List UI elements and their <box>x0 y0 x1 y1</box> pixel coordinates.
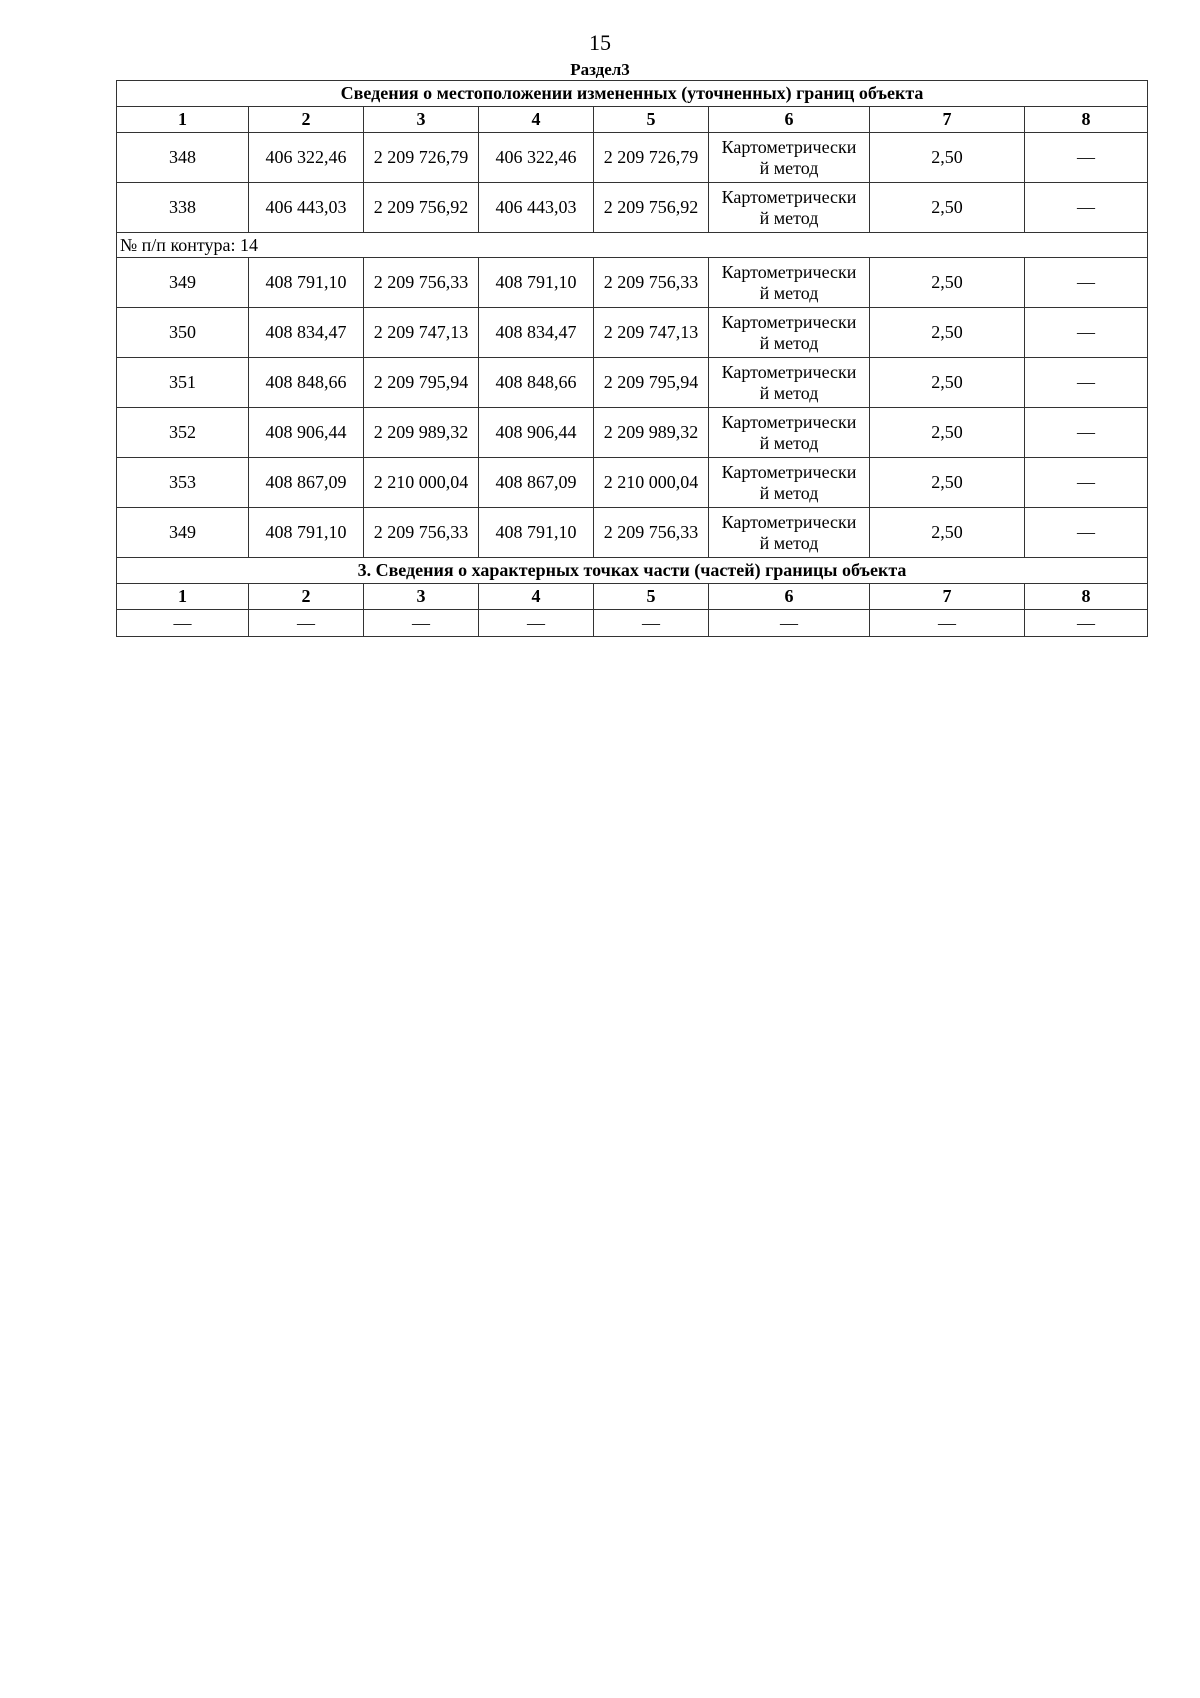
column-number: 8 <box>1025 107 1148 133</box>
method-line-2: й метод <box>759 432 819 453</box>
method-line-2: й метод <box>759 532 819 553</box>
empty-cell: — <box>870 610 1025 637</box>
empty-cell: — <box>1025 610 1148 637</box>
method-cell <box>709 458 870 508</box>
point-number: 338 <box>117 183 249 233</box>
old-x: 406 443,03 <box>249 183 364 233</box>
point-number: 348 <box>117 133 249 183</box>
method-line-1: Картометрически <box>721 411 857 432</box>
new-x: 406 322,46 <box>479 133 594 183</box>
column-number-row <box>117 107 1148 133</box>
empty-cell: — <box>249 610 364 637</box>
point-number: 351 <box>117 358 249 408</box>
new-x: 408 867,09 <box>479 458 594 508</box>
column-number: 3 <box>364 107 479 133</box>
column-number: 8 <box>1025 584 1148 610</box>
point-number: 349 <box>117 258 249 308</box>
old-y: 2 209 726,79 <box>364 133 479 183</box>
old-y: 2 209 756,33 <box>364 508 479 558</box>
method-cell <box>709 508 870 558</box>
empty-cell: — <box>709 610 870 637</box>
column-number: 2 <box>249 584 364 610</box>
accuracy: 2,50 <box>870 133 1025 183</box>
new-y: 2 209 756,33 <box>594 258 709 308</box>
accuracy: 2,50 <box>870 308 1025 358</box>
method-line-1: Картометрически <box>721 461 857 482</box>
table-row <box>117 358 1148 408</box>
accuracy: 2,50 <box>870 358 1025 408</box>
column-number: 1 <box>117 584 249 610</box>
new-y: 2 209 989,32 <box>594 408 709 458</box>
new-x: 408 834,47 <box>479 308 594 358</box>
old-y: 2 209 795,94 <box>364 358 479 408</box>
accuracy: 2,50 <box>870 408 1025 458</box>
method-cell <box>709 308 870 358</box>
accuracy: 2,50 <box>870 508 1025 558</box>
empty-cell: — <box>594 610 709 637</box>
method-cell <box>709 258 870 308</box>
note: — <box>1025 508 1148 558</box>
empty-cell: — <box>479 610 594 637</box>
method-line-1: Картометрически <box>721 186 857 207</box>
method-line-2: й метод <box>759 482 819 503</box>
empty-cell: — <box>364 610 479 637</box>
section3-empty-row <box>117 610 1148 637</box>
method-line-2: й метод <box>759 157 819 178</box>
method-line-1: Картометрически <box>721 261 857 282</box>
note: — <box>1025 258 1148 308</box>
column-number: 5 <box>594 107 709 133</box>
table-row <box>117 408 1148 458</box>
contour-label: № п/п контура: 14 <box>117 233 1148 258</box>
note: — <box>1025 458 1148 508</box>
old-y: 2 209 756,92 <box>364 183 479 233</box>
column-number: 4 <box>479 584 594 610</box>
method-line-1: Картометрически <box>721 361 857 382</box>
section3-column-number-row <box>117 584 1148 610</box>
boundary-table <box>116 80 1148 637</box>
old-y: 2 210 000,04 <box>364 458 479 508</box>
column-number: 5 <box>594 584 709 610</box>
old-x: 408 906,44 <box>249 408 364 458</box>
new-y: 2 209 756,92 <box>594 183 709 233</box>
old-y: 2 209 989,32 <box>364 408 479 458</box>
note: — <box>1025 133 1148 183</box>
accuracy: 2,50 <box>870 183 1025 233</box>
note: — <box>1025 358 1148 408</box>
old-y: 2 209 756,33 <box>364 258 479 308</box>
table-row <box>117 458 1148 508</box>
table-caption: Сведения о местоположении измененных (уточненных) границ объекта <box>117 81 1148 107</box>
new-x: 408 906,44 <box>479 408 594 458</box>
column-number: 1 <box>117 107 249 133</box>
old-y: 2 209 747,13 <box>364 308 479 358</box>
method-line-2: й метод <box>759 207 819 228</box>
old-x: 408 791,10 <box>249 258 364 308</box>
point-number: 352 <box>117 408 249 458</box>
column-number: 6 <box>709 107 870 133</box>
new-y: 2 209 795,94 <box>594 358 709 408</box>
old-x: 408 834,47 <box>249 308 364 358</box>
method-cell <box>709 358 870 408</box>
method-line-2: й метод <box>759 282 819 303</box>
note: — <box>1025 183 1148 233</box>
old-x: 408 791,10 <box>249 508 364 558</box>
old-x: 406 322,46 <box>249 133 364 183</box>
new-y: 2 209 756,33 <box>594 508 709 558</box>
new-x: 408 848,66 <box>479 358 594 408</box>
page-number: 15 <box>589 30 611 55</box>
column-number: 7 <box>870 584 1025 610</box>
new-y: 2 209 726,79 <box>594 133 709 183</box>
method-line-1: Картометрически <box>721 136 857 157</box>
table-row <box>117 183 1148 233</box>
method-line-2: й метод <box>759 332 819 353</box>
method-cell <box>709 133 870 183</box>
section-title: Раздел3 <box>570 60 630 79</box>
old-x: 408 848,66 <box>249 358 364 408</box>
table-row <box>117 508 1148 558</box>
old-x: 408 867,09 <box>249 458 364 508</box>
method-line-1: Картометрически <box>721 311 857 332</box>
method-cell <box>709 408 870 458</box>
method-line-2: й метод <box>759 382 819 403</box>
accuracy: 2,50 <box>870 458 1025 508</box>
column-number: 6 <box>709 584 870 610</box>
new-x: 408 791,10 <box>479 258 594 308</box>
column-number: 2 <box>249 107 364 133</box>
accuracy: 2,50 <box>870 258 1025 308</box>
note: — <box>1025 408 1148 458</box>
column-number: 3 <box>364 584 479 610</box>
empty-cell: — <box>117 610 249 637</box>
table-row <box>117 133 1148 183</box>
new-x: 406 443,03 <box>479 183 594 233</box>
point-number: 350 <box>117 308 249 358</box>
method-line-1: Картометрически <box>721 511 857 532</box>
section3-caption: 3. Сведения о характерных точках части (частей) границы объекта <box>117 558 1148 584</box>
column-number: 7 <box>870 107 1025 133</box>
point-number: 353 <box>117 458 249 508</box>
table-row <box>117 258 1148 308</box>
column-number: 4 <box>479 107 594 133</box>
new-x: 408 791,10 <box>479 508 594 558</box>
new-y: 2 209 747,13 <box>594 308 709 358</box>
method-cell <box>709 183 870 233</box>
note: — <box>1025 308 1148 358</box>
table-row <box>117 308 1148 358</box>
point-number: 349 <box>117 508 249 558</box>
new-y: 2 210 000,04 <box>594 458 709 508</box>
